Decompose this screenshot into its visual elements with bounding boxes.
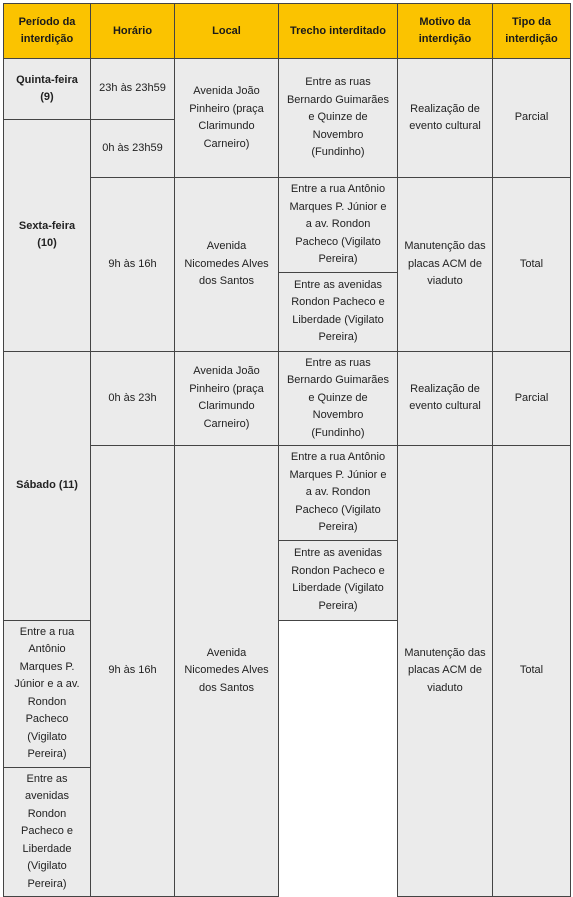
period-cell: Sábado (11): [4, 351, 91, 620]
table-row: [4, 59, 571, 120]
period-cell: Sexta-feira (10): [4, 120, 91, 352]
reason-cell: Realização de evento cultural: [398, 351, 493, 446]
header-time: Horário: [91, 4, 175, 59]
stretch-cell: Entre as avenidas Rondon Pacheco e Liberdade (Vigilato Pereira): [279, 540, 398, 620]
header-place: Local: [175, 4, 279, 59]
place-cell: Avenida Nicomedes Alves dos Santos: [175, 446, 279, 897]
time-cell: 0h às 23h: [91, 351, 175, 446]
header-type: Tipo da interdição: [493, 4, 571, 59]
period-cell: Quinta-feira (9): [4, 59, 91, 120]
reason-cell: Realização de evento cultural: [398, 59, 493, 178]
place-cell: Avenida João Pinheiro (praça Clarimundo Carneiro): [175, 59, 279, 178]
stretch-cell: Entre a rua Antônio Marques P. Júnior e a av. Rondon Pacheco (Vigilato Pereira): [279, 446, 398, 541]
time-cell: 9h às 16h: [91, 446, 175, 897]
reason-cell: Manutenção das placas ACM de viaduto: [398, 178, 493, 352]
type-cell: Total: [493, 178, 571, 352]
road-closure-table: [3, 3, 571, 897]
header-stretch: Trecho interditado: [279, 4, 398, 59]
stretch-cell: Entre a rua Antônio Marques P. Júnior e a av. Rondon Pacheco (Vigilato Pereira): [4, 620, 91, 767]
header-period: Período da interdição: [4, 4, 91, 59]
type-cell: Parcial: [493, 59, 571, 178]
stretch-cell: Entre as avenidas Rondon Pacheco e Liberdade (Vigilato Pereira): [279, 272, 398, 351]
stretch-cell: Entre as ruas Bernardo Guimarães e Quinze de Novembro (Fundinho): [279, 351, 398, 446]
stretch-cell: Entre as ruas Bernardo Guimarães e Quinze de Novembro (Fundinho): [279, 59, 398, 178]
place-cell: Avenida Nicomedes Alves dos Santos: [175, 178, 279, 352]
type-cell: Total: [493, 446, 571, 897]
place-cell: Avenida João Pinheiro (praça Clarimundo Carneiro): [175, 351, 279, 446]
table-header-row: [4, 4, 571, 59]
stretch-cell: Entre as avenidas Rondon Pacheco e Liberdade (Vigilato Pereira): [4, 767, 91, 897]
stretch-cell: Entre a rua Antônio Marques P. Júnior e a av. Rondon Pacheco (Vigilato Pereira): [279, 178, 398, 273]
table-row: [4, 351, 571, 446]
time-cell: 0h às 23h59: [91, 120, 175, 178]
reason-cell: Manutenção das placas ACM de viaduto: [398, 446, 493, 897]
header-reason: Motivo da interdição: [398, 4, 493, 59]
type-cell: Parcial: [493, 351, 571, 446]
time-cell: 9h às 16h: [91, 178, 175, 352]
time-cell: 23h às 23h59: [91, 59, 175, 120]
